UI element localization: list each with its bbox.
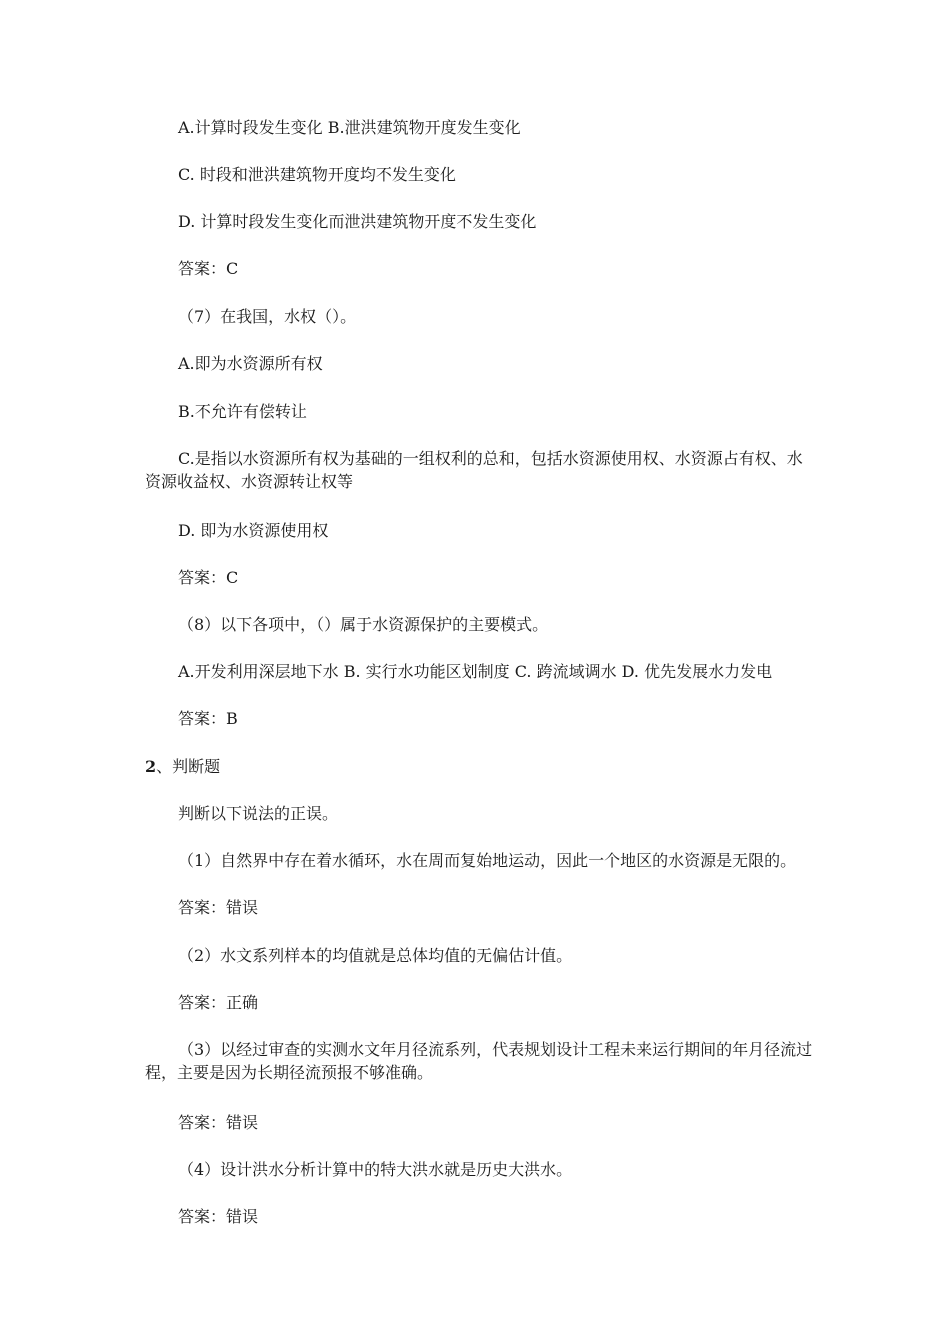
q7-question: （7）在我国，水权（）。 [178,307,357,326]
q7-option-d: D. 即为水资源使用权 [178,521,329,540]
q8-answer: 答案：B [178,709,238,728]
tf-2-answer: 答案：正确 [178,993,259,1012]
tf-4-statement: （4）设计洪水分析计算中的特大洪水就是历史大洪水。 [178,1160,573,1179]
q6-option-c: C. 时段和泄洪建筑物开度均不发生变化 [178,165,456,184]
section-number: 2 [145,757,157,776]
tf-1-answer: 答案：错误 [178,898,259,917]
q7-option-b: B.不允许有偿转让 [178,402,307,421]
q8-options: A.开发利用深层地下水 B. 实行水功能区划制度 C. 跨流域调水 D. 优先发展水力发电 [178,662,773,681]
tf-3-statement: （3）以经过审查的实测水文年月径流系列，代表规划设计工程未来运行期间的年月径流过程，主要是因为长期径流预报不够准确。 [145,1040,813,1082]
tf-3-answer: 答案：错误 [178,1113,259,1132]
q6-option-d: D. 计算时段发生变化而泄洪建筑物开度不发生变化 [178,212,537,231]
q7-option-a: A.即为水资源所有权 [178,354,323,373]
q7-option-c: C.是指以水资源所有权为基础的一组权利的总和，包括水资源使用权、水资源占有权、水资源收益权、水资源转让权等 [145,449,803,491]
q6-option-ab: A.计算时段发生变化 B.泄洪建筑物开度发生变化 [178,118,521,137]
tf-2-statement: （2）水文系列样本的均值就是总体均值的无偏估计值。 [178,946,573,965]
tf-1-statement: （1）自然界中存在着水循环，水在周而复始地运动，因此一个地区的水资源是无限的。 [178,851,797,870]
section-title: 、判断题 [156,757,221,776]
tf-4-answer: 答案：错误 [178,1207,259,1226]
q8-question: （8）以下各项中，（）属于水资源保护的主要模式。 [178,615,549,634]
q7-answer: 答案：C [178,568,239,587]
q6-answer: 答案：C [178,259,239,278]
section-intro: 判断以下说法的正误。 [178,804,339,823]
section-heading [145,755,220,778]
